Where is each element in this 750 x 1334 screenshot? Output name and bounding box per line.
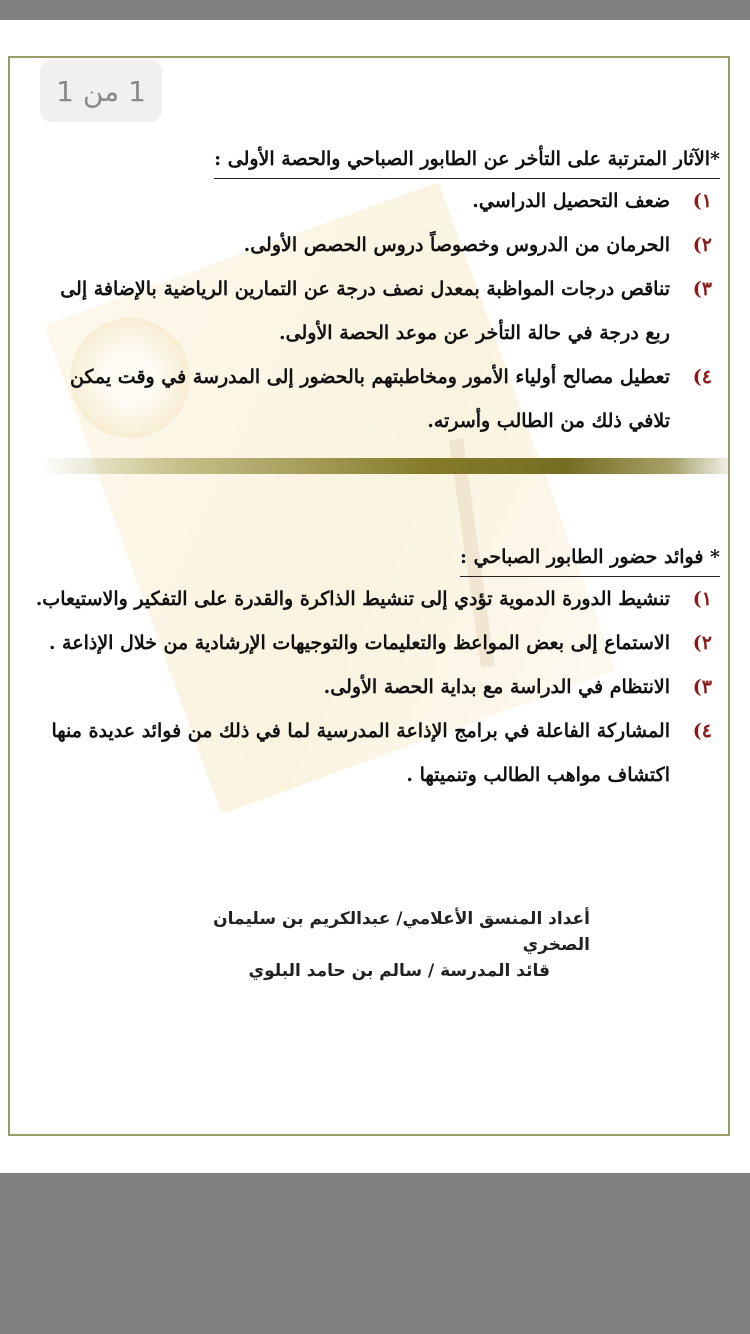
item-text: الاستماع إلى بعض المواعظ والتعليمات والتوجيهات الإرشادية من خلال الإذاعة .	[48, 632, 670, 654]
item-number: ١)	[692, 588, 712, 610]
prepared-by-line: أعداد المنسق الأعلامي/ عبدالكريم بن سليمان الصخري	[213, 909, 590, 955]
item-text: ضعف التحصيل الدراسي.	[472, 190, 670, 212]
item-text: الانتظام في الدراسة مع بداية الحصة الأولى.	[323, 676, 670, 698]
item-text: تناقص درجات المواظبة بمعدل نصف درجة عن التمارين الرياضية بالإضافة إلى ربع درجة في حالة التأخر عن موعد الحصة الأولى.	[60, 278, 670, 344]
item-number: ٤)	[692, 366, 712, 388]
item-number: ١)	[692, 190, 712, 212]
section1-list	[30, 179, 720, 443]
list-item	[30, 355, 720, 443]
list-item	[30, 179, 720, 223]
list-item	[30, 223, 720, 267]
item-number: ٢)	[692, 632, 712, 654]
section1-heading: *الآثار المترتبة على التأخر عن الطابور الصباحي والحصة الأولى :	[214, 140, 720, 179]
top-bar	[0, 0, 750, 20]
section2-heading: * فوائد حضور الطابور الصباحي :	[460, 538, 720, 577]
item-number: ٣)	[692, 676, 712, 698]
document-page	[0, 20, 750, 1173]
list-item	[30, 709, 720, 797]
principal-line: قائد المدرسة / سالم بن حامد البلوي	[248, 961, 550, 981]
list-item	[30, 267, 720, 355]
section-effects-of-lateness	[30, 140, 720, 443]
item-text: تنشيط الدورة الدموية تؤدي إلى تنشيط الذاكرة والقدرة على التفكير والاستيعاب.	[35, 588, 670, 610]
list-item	[30, 577, 720, 621]
item-text: تعطيل مصالح أولياء الأمور ومخاطبتهم بالحضور إلى المدرسة في وقت يمكن تلافي ذلك من الطالب وأسرته.	[69, 366, 670, 432]
section-benefits-of-assembly	[30, 538, 720, 797]
item-text: المشاركة الفاعلة في برامج الإذاعة المدرسية لما في ذلك من فوائد عديدة منها اكتشاف مواهب الطالب وتنميتها .	[51, 720, 670, 786]
list-item	[30, 665, 720, 709]
bottom-bar	[0, 1173, 750, 1334]
item-number: ٢)	[692, 234, 712, 256]
item-number: ٤)	[692, 720, 712, 742]
item-number: ٣)	[692, 278, 712, 300]
section-divider	[40, 458, 730, 474]
item-text: الحرمان من الدروس وخصوصاً دروس الحصص الأولى.	[243, 234, 670, 256]
list-item	[30, 621, 720, 665]
section2-list	[30, 577, 720, 797]
page-indicator-badge: 1 من 1	[40, 60, 162, 122]
signature-block	[150, 906, 590, 984]
page-frame	[8, 56, 730, 1136]
